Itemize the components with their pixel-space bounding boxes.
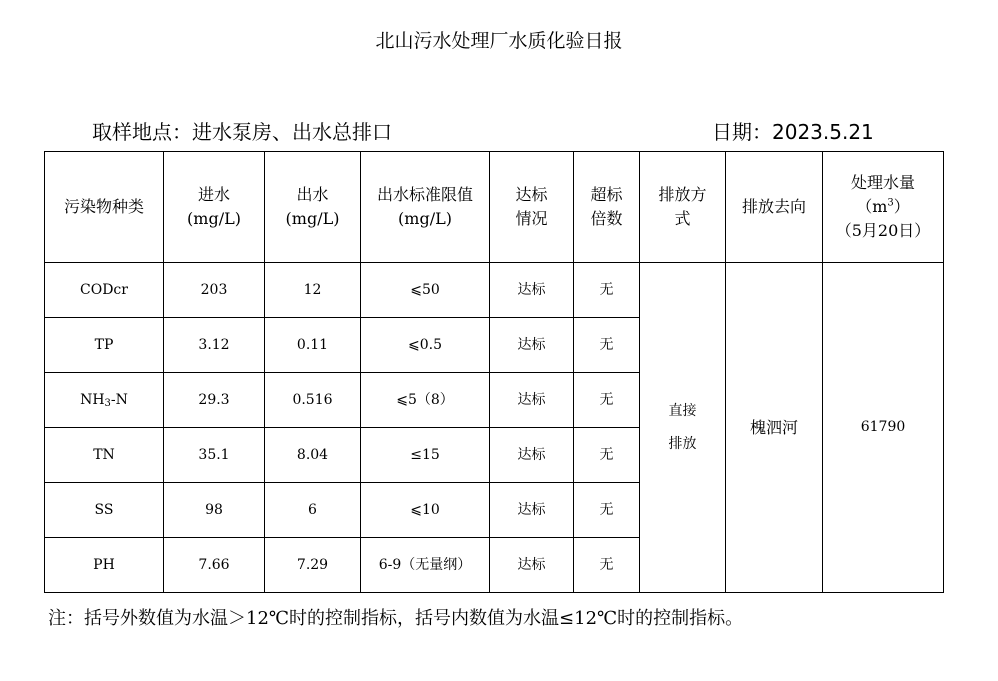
header-discharge-dest: 排放去向 — [726, 152, 823, 263]
header-pollutant: 污染物种类 — [45, 152, 164, 263]
table-row — [45, 263, 944, 318]
header-outflow-unit: (mg/L) — [285, 209, 340, 228]
discharge-dest-cell: 槐泗河 — [726, 263, 823, 593]
outflow-cell: 12 — [265, 263, 361, 318]
exceed-cell: 无 — [574, 428, 640, 483]
inflow-cell: 203 — [164, 263, 265, 318]
outflow-cell: 8.04 — [265, 428, 361, 483]
header-exceed-line1: 超标 — [590, 185, 623, 204]
pollutant-cell: $NH_3-N$ — [45, 373, 164, 428]
header-compliance — [490, 152, 574, 263]
limit-cell: ⩽0.5 — [361, 318, 490, 373]
discharge-method-line2: 排放 — [668, 435, 697, 452]
header-volume-label: 处理水量 — [850, 173, 915, 192]
header-discharge-method — [640, 152, 726, 263]
header-compliance-line2: 情况 — [515, 209, 548, 228]
header-discharge-method-line2: 式 — [674, 209, 691, 228]
compliance-cell: 达标 — [490, 538, 574, 593]
header-compliance-line1: 达标 — [515, 185, 548, 204]
header-limit-unit: (mg/L) — [398, 209, 452, 228]
inflow-cell: 98 — [164, 483, 265, 538]
report-title: 北山污水处理厂水质化验日报 — [375, 30, 623, 52]
pollutant-cell: CODcr — [45, 263, 164, 318]
compliance-cell: 达标 — [490, 318, 574, 373]
header-volume — [823, 152, 944, 263]
header-limit — [361, 152, 490, 263]
outflow-cell: 0.516 — [265, 373, 361, 428]
pollutant-cell: TN — [45, 428, 164, 483]
exceed-cell: 无 — [574, 483, 640, 538]
outflow-cell: 0.11 — [265, 318, 361, 373]
header-exceed-line2: 倍数 — [590, 209, 623, 228]
sampling-site: 取样地点：进水泵房、出水总排口 — [92, 120, 392, 144]
header-inflow-label: 进水 — [197, 185, 230, 204]
header-discharge-method-line1: 排放方 — [658, 185, 707, 204]
outflow-cell: 6 — [265, 483, 361, 538]
header-volume-date: （5月20日） — [835, 221, 931, 240]
discharge-method-cell — [640, 263, 726, 593]
exceed-cell: 无 — [574, 373, 640, 428]
limit-cell: ⩽5（8） — [361, 373, 490, 428]
exceed-cell: 无 — [574, 538, 640, 593]
pollutant-cell: PH — [45, 538, 164, 593]
limit-cell: ≤15 — [361, 428, 490, 483]
pollutant-cell: SS — [45, 483, 164, 538]
header-volume-unit: $(m^3)$ — [856, 197, 910, 216]
water-quality-table — [44, 151, 944, 593]
limit-cell: ⩽50 — [361, 263, 490, 318]
report-date: 日期：2023.5.21 — [712, 120, 874, 144]
inflow-cell: 3.12 — [164, 318, 265, 373]
compliance-cell: 达标 — [490, 428, 574, 483]
header-outflow — [265, 152, 361, 263]
inflow-cell: 29.3 — [164, 373, 265, 428]
compliance-cell: 达标 — [490, 483, 574, 538]
exceed-cell: 无 — [574, 318, 640, 373]
footnote: 注：括号外数值为水温＞12℃时的控制指标，括号内数值为水温≤12℃时的控制指标。 — [48, 608, 744, 629]
header-outflow-label: 出水 — [296, 185, 329, 204]
volume-cell: 61790 — [823, 263, 944, 593]
outflow-cell: 7.29 — [265, 538, 361, 593]
exceed-cell: 无 — [574, 263, 640, 318]
header-row — [45, 152, 944, 263]
pollutant-cell: TP — [45, 318, 164, 373]
inflow-cell: 7.66 — [164, 538, 265, 593]
compliance-cell: 达标 — [490, 373, 574, 428]
limit-cell: 6-9（无量纲） — [361, 538, 490, 593]
header-inflow — [164, 152, 265, 263]
inflow-cell: 35.1 — [164, 428, 265, 483]
header-inflow-unit: (mg/L) — [187, 209, 241, 228]
header-limit-label: 出水标准限值 — [376, 185, 473, 204]
limit-cell: ⩽10 — [361, 483, 490, 538]
header-exceed — [574, 152, 640, 263]
compliance-cell: 达标 — [490, 263, 574, 318]
discharge-method-line1: 直接 — [668, 403, 697, 420]
